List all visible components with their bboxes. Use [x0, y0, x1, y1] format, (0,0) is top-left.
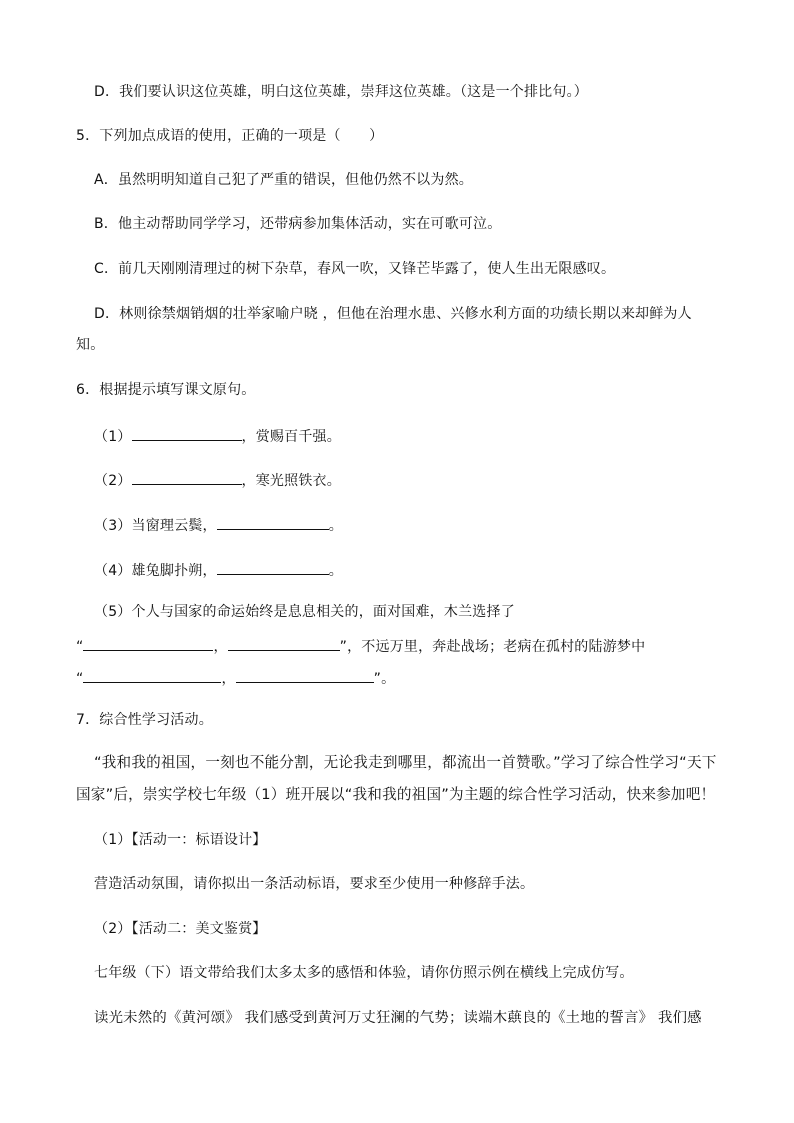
q7-intro-line-2: 国家”后，崇实学校七年级（1）班开展以“我和我的祖国”为主题的综合性学习活动，快来参加吧！	[76, 786, 716, 803]
q6-item-4	[94, 558, 343, 581]
q6-item-5-line3	[76, 666, 395, 689]
q6-item-2	[94, 468, 341, 491]
q6-item-2-prefix: （2）	[94, 473, 132, 489]
q7-stem: 7．综合性学习活动。	[76, 712, 213, 728]
q6-item-3-blank[interactable]	[217, 513, 329, 530]
q6-item-5-blank-4[interactable]	[236, 666, 374, 683]
q5-option-a: A．虽然明明知道自己犯了严重的错误，但他仍然不以为然。	[94, 172, 473, 188]
q6-item-5-blank-2[interactable]	[228, 634, 340, 651]
q5-option-c: C．前几天刚刚清理过的树下杂草，春风一吹，又锋芒毕露了，使人生出无限感叹。	[94, 261, 616, 277]
q7-activity-2-example: 读光未然的《黄河颂》 我们感受到黄河万丈狂澜的气势；读端木蕻良的《土地的誓言》 我们感	[94, 1010, 702, 1026]
q6-item-5-mid: ”，不远万里，奔赴战场；老病在孤村的陆游梦中	[339, 639, 646, 655]
q6-item-4-blank[interactable]	[217, 558, 329, 575]
q6-item-5-blank-3[interactable]	[83, 666, 221, 683]
q6-item-2-suffix: ，寒光照铁衣。	[241, 473, 341, 489]
q6-item-5-open-quote-2: “	[76, 671, 84, 687]
q6-item-4-suffix: 。	[328, 563, 343, 579]
q6-item-3-prefix: （3）当窗理云鬓，	[94, 518, 217, 534]
q6-item-3-suffix: 。	[328, 518, 343, 534]
q6-item-3	[94, 513, 343, 536]
q5-stem: 5．下列加点成语的使用，正确的一项是（ ）	[76, 128, 384, 144]
q5-option-d-continued: 知。	[76, 337, 105, 353]
q6-item-1-suffix: ，赏赐百千强。	[241, 429, 341, 445]
q5-option-b: B．他主动帮助同学学习，还带病参加集体活动，实在可歌可泣。	[94, 216, 502, 232]
q6-item-5-line1: （5）个人与国家的命运始终是息息相关的，面对国难，木兰选择了	[94, 604, 515, 620]
q6-item-5-open-quote: “	[76, 639, 84, 655]
q7-activity-1-text: 营造活动氛围，请你拟出一条活动标语，要求至少使用一种修辞手法。	[94, 876, 535, 892]
q6-item-1	[94, 424, 341, 447]
q6-item-5-comma-2: ，	[221, 671, 236, 687]
q6-item-4-prefix: （4）雄兔脚扑朔，	[94, 563, 217, 579]
q5-option-d: D．林则徐禁烟销烟的壮举家喻户晓 ，但他在治理水患、兴修水利方面的功绩长期以来却鲜为人	[94, 306, 692, 322]
q6-item-2-blank[interactable]	[132, 468, 242, 485]
q7-intro-line-1: “我和我的祖国，一刻也不能分割，无论我走到哪里，都流出一首赞歌。”学习了综合性学习“天下	[94, 754, 717, 771]
q7-activity-2-text: 七年级（下）语文带给我们太多太多的感悟和体验，请你仿照示例在横线上完成仿写。	[94, 965, 634, 981]
q6-item-5-comma: ，	[213, 639, 228, 655]
q7-activity-1-title: （1）【活动一：标语设计】	[94, 832, 267, 848]
q6-item-1-blank[interactable]	[132, 424, 242, 441]
q6-item-1-prefix: （1）	[94, 429, 132, 445]
q6-item-5-end: ”。	[373, 671, 396, 687]
q6-item-5-blank-1[interactable]	[83, 634, 213, 651]
q6-item-5-line2	[76, 634, 645, 657]
q7-activity-2-title: （2）【活动二：美文鉴赏】	[94, 921, 267, 937]
q6-stem: 6．根据提示填写课文原句。	[76, 382, 256, 398]
q4-option-d: D．我们要认识这位英雄，明白这位英雄，崇拜这位英雄。（这是一个排比句。）	[94, 84, 588, 100]
